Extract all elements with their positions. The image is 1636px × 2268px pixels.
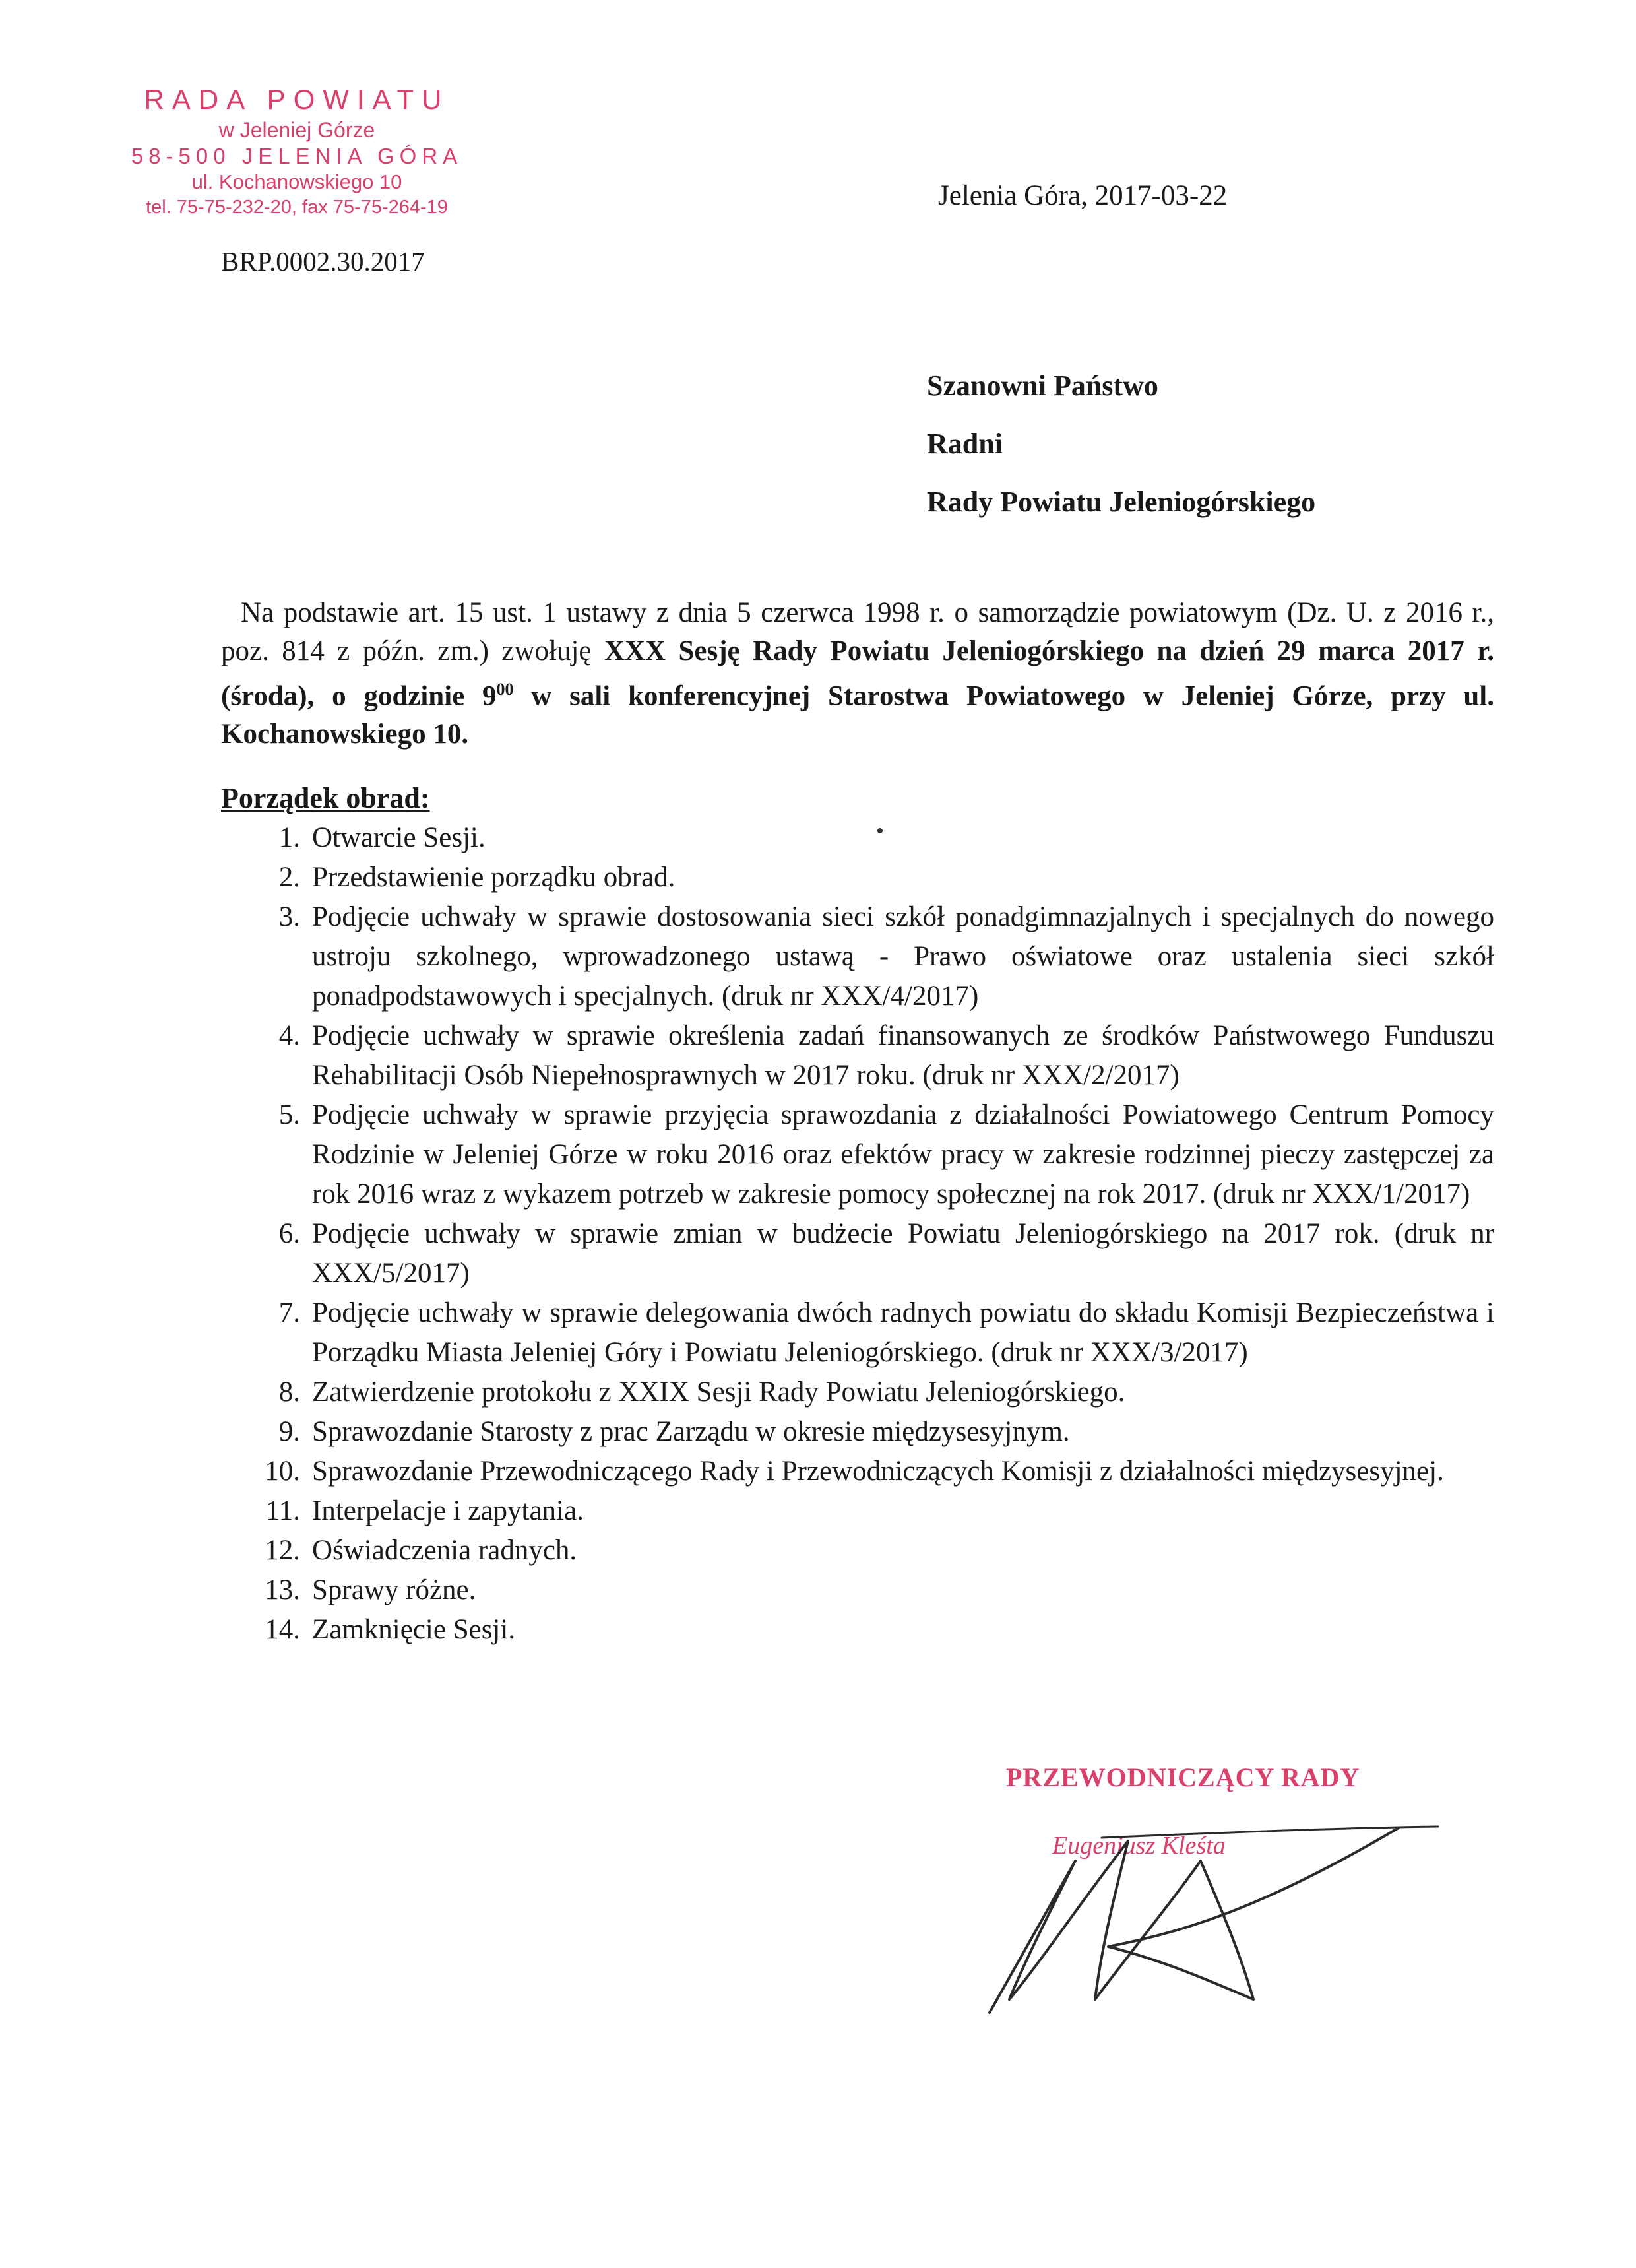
item-text: Zatwierdzenie protokołu z XXIX Sesji Rady Powiatu Jeleniogórskiego. <box>312 1377 1125 1408</box>
item-text: Zamknięcie Sesji. <box>312 1614 516 1645</box>
intro-bold-2: w sali konferencyjnej Starostwa Powiatowego w Jeleniej Górze, przy ul. Kochanowskiego 10. <box>221 680 1494 750</box>
list-item <box>221 818 1494 858</box>
item-text: Sprawy różne. <box>312 1574 476 1605</box>
item-number: 1. <box>278 822 300 853</box>
intro-paragraph <box>221 594 1494 754</box>
signature-name: Eugeniusz Kleśta <box>1052 1832 1226 1860</box>
item-number: 6. <box>278 1218 300 1249</box>
item-number: 12. <box>265 1535 300 1566</box>
item-text: Podjęcie uchwały w sprawie określenia zadań finansowanych ze środków Państwowego Funduszu Rehabilitacji Osób Niepełnosprawnych w 2017 roku. (druk nr XXX/2/2017) <box>312 1020 1494 1091</box>
list-item <box>221 1214 1494 1293</box>
list-item <box>221 1571 1494 1610</box>
item-text: Podjęcie uchwały w sprawie przyjęcia sprawozdania z działalności Powiatowego Centrum Pomocy Rodzinie w Jeleniej Górze w roku 2016 oraz efektów pracy w zakresie rodzinnej pieczy zastępczej za rok 2016 wraz z wykazem potrzeb w zakresie pomocy społecznej na rok 2017. (druk nr XXX/1/2017) <box>312 1099 1494 1210</box>
item-text: Sprawozdanie Przewodniczącego Rady i Przewodniczących Komisji z działalności międzysesyjnej. <box>312 1456 1444 1487</box>
intro-text: Na podstawie art. 15 ust. 1 ustawy z dnia 5 czerwca 1998 r. o samorządzie powiatowym (Dz. U. z 2016 r., poz. 814 z późn. zm.) zwołuję <box>221 597 1494 666</box>
item-number: 5. <box>278 1099 300 1130</box>
list-item <box>221 1610 1494 1650</box>
list-item <box>221 1095 1494 1214</box>
handwritten-signature <box>910 1801 1491 2026</box>
stamp-line-4: ul. Kochanowskiego 10 <box>191 170 402 193</box>
signature-title: PRZEWODNICZĄCY RADY <box>1006 1763 1360 1792</box>
stamp-line-5: tel. 75-75-232-20, fax 75-75-264-19 <box>146 197 448 218</box>
item-text: Podjęcie uchwały w sprawie zmian w budżecie Powiatu Jeleniogórskiego na 2017 rok. (druk nr XXX/5/2017) <box>312 1218 1494 1289</box>
list-item <box>221 1293 1494 1373</box>
list-item <box>221 858 1494 897</box>
item-number: 2. <box>278 862 300 893</box>
item-text: Interpelacje i zapytania. <box>312 1495 584 1526</box>
item-text: Otwarcie Sesji. <box>312 822 486 853</box>
item-number: 3. <box>278 901 300 932</box>
item-text: Podjęcie uchwały w sprawie delegowania dwóch radnych powiatu do składu Komisji Bezpieczeństwa i Porządku Miasta Jeleniej Góry i Powiatu Jeleniogórskiego. (druk nr XXX/3/2017) <box>312 1297 1494 1368</box>
list-item <box>221 1491 1494 1531</box>
item-text: Sprawozdanie Starosty z prac Zarządu w okresie międzysesyjnym. <box>312 1416 1070 1447</box>
list-item <box>221 1531 1494 1571</box>
list-item <box>221 1412 1494 1452</box>
item-number: 13. <box>265 1574 300 1605</box>
stamp-line-1: RADA POWIATU <box>144 84 450 115</box>
list-item <box>221 1373 1494 1412</box>
item-text: Podjęcie uchwały w sprawie dostosowania sieci szkół ponadgimnazjalnych i specjalnych do nowego ustroju szkolnego, wprowadzonego ustawą - Prawo oświatowe oraz ustalenia sieci szkół ponadpodstawowych i specjalnych. (druk nr XXX/4/2017) <box>312 901 1494 1012</box>
intro-time-sup: 00 <box>496 680 514 699</box>
item-number: 7. <box>278 1297 300 1328</box>
stamp-line-3: 58-500 JELENIA GÓRA <box>131 144 463 168</box>
addressee-line-3: Rady Powiatu Jeleniogórskiego <box>927 486 1316 518</box>
item-number: 4. <box>278 1020 300 1051</box>
addressee-line-1: Szanowni Państwo <box>927 370 1158 402</box>
list-item <box>221 1016 1494 1095</box>
stamp-line-2: w Jeleniej Górze <box>218 118 375 142</box>
list-item <box>221 897 1494 1016</box>
agenda-title: Porządek obrad: <box>221 782 430 814</box>
item-number: 11. <box>265 1495 300 1526</box>
council-stamp <box>99 82 495 220</box>
item-number: 9. <box>278 1416 300 1447</box>
item-text: Oświadczenia radnych. <box>312 1535 577 1566</box>
addressee-line-2: Radni <box>927 428 1003 460</box>
addressee-block <box>927 366 1315 540</box>
intro-bold-1: XXX Sesję Rady Powiatu Jeleniogórskiego na dzień 29 marca 2017 r. (środa), o godzinie 9 <box>221 635 1494 712</box>
item-text: Przedstawienie porządku obrad. <box>312 862 676 893</box>
item-number: 8. <box>278 1377 300 1408</box>
agenda-section <box>221 779 1494 1650</box>
agenda-list <box>221 818 1494 1650</box>
item-number: 14. <box>265 1614 300 1645</box>
list-item <box>221 1452 1494 1491</box>
document-date: Jelenia Góra, 2017-03-22 <box>938 180 1228 211</box>
reference-number: BRP.0002.30.2017 <box>221 246 425 276</box>
item-number: 10. <box>265 1456 300 1487</box>
